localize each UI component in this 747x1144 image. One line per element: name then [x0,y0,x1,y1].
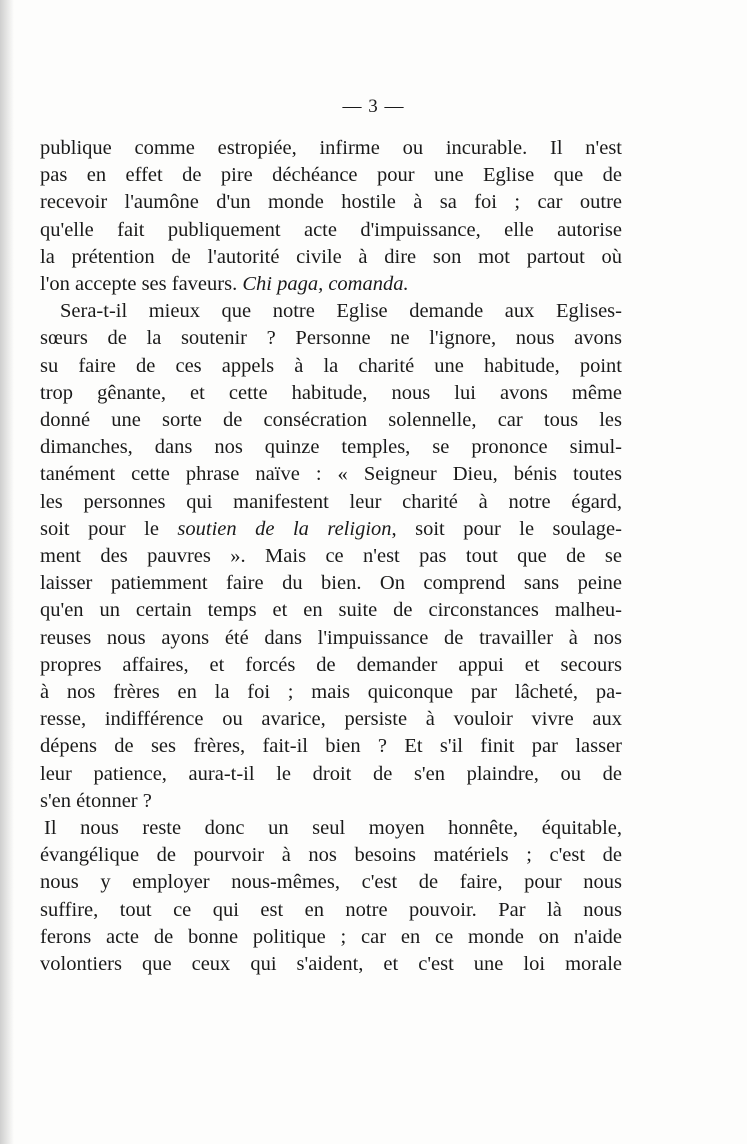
text-segment: resse, indifférence ou avarice, persiste à vouloir vivre aux [40,708,622,731]
text-line [40,135,622,162]
italic-text: soutien de la religion [177,517,392,540]
text-line [40,244,622,271]
text-segment: pas en effet de pire déchéance pour une Eglise que de [40,164,622,187]
text-segment: la prétention de l'autorité civile à dire son mot partout où [40,245,622,268]
text-line [40,815,622,842]
text-segment: trop gênante, et cette habitude, nous lui avons même [40,381,622,404]
text-segment: su faire de ces appels à la charité une habitude, point [40,354,622,377]
text-segment: publique comme estropiée, infirme ou incurable. Il n'est [40,137,622,159]
text-line [40,706,622,733]
text-line [40,597,622,624]
text-line [40,924,622,951]
text-line [40,434,622,461]
text-segment: tanément cette phrase naïve : « Seigneur Dieu, bénis toutes [40,463,622,486]
text-segment: leur patience, aura-t-il le droit de s'en plaindre, ou de [40,762,622,785]
text-segment: recevoir l'aumône d'un monde hostile à sa foi ; car outre [40,191,622,214]
text-line [40,897,622,924]
text-line [40,516,622,543]
text-line [40,570,622,597]
text-line [40,761,622,788]
text-line [40,543,622,570]
text-segment: sœurs de la soutenir ? Personne ne l'ignore, nous avons [40,327,622,350]
text-segment: reuses nous ayons été dans l'impuissance de travailler à nos [40,626,622,649]
text-segment: dépens de ses frères, fait-il bien ? Et s'il finit par lasser [40,735,622,758]
text-line [40,652,622,679]
text-line [40,869,622,896]
text-segment: donné une sorte de consécration solennelle, car tous les [40,409,622,432]
text-segment: propres affaires, et forcés de demander appui et secours [40,653,622,676]
text-segment: les personnes qui manifestent leur charité à notre égard, [40,490,622,513]
text-line [40,353,622,380]
text-line [40,625,622,652]
text-segment: nous y employer nous-mêmes, c'est de faire, pour nous [40,871,622,894]
text-line [40,842,622,869]
text-line [40,407,622,434]
text-line [40,162,622,189]
text-segment: suffire, tout ce qui est en notre pouvoir. Par là nous [40,898,622,921]
text-line [40,298,622,325]
text-line [40,489,622,516]
text-segment: ment des pauvres ». Mais ce n'est pas tout que de se [40,545,622,568]
text-line [40,951,622,978]
italic-text: Chi paga, comanda. [242,273,409,296]
text-line [40,189,622,216]
text-segment: qu'en un certain temps et en suite de circonstances malheu- [40,599,622,622]
text-segment: l'on accepte ses faveurs. [40,273,243,296]
text-segment: laisser patiemment faire du bien. On comprend sans peine [40,572,622,595]
text-line [40,788,622,815]
scan-edge-shadow [0,0,14,1144]
text-segment: dimanches, dans nos quinze temples, se prononce simul- [40,436,622,459]
text-segment: Sera-t-il mieux que notre Eglise demande aux Eglises- [60,300,622,323]
body-text [40,135,622,978]
text-segment: Il nous reste donc un seul moyen honnête, équitable, [44,817,622,840]
text-segment: , soit pour le soulage- [391,517,622,540]
text-segment: soit pour le [40,517,178,540]
text-line [40,380,622,407]
text-segment: à nos frères en la foi ; mais quiconque par lâcheté, pa- [40,681,622,704]
text-segment: s'en étonner ? [40,789,152,812]
text-segment: qu'elle fait publiquement acte d'impuissance, elle autorise [40,218,622,241]
page-number: — 3 — [342,96,405,117]
text-line [40,271,622,298]
text-line [40,679,622,706]
text-line [40,217,622,244]
text-line [40,325,622,352]
text-segment: volontiers que ceux qui s'aident, et c'est une loi morale [40,953,622,976]
text-segment: évangélique de pourvoir à nos besoins matériels ; c'est de [40,844,622,867]
text-line [40,733,622,760]
text-line [40,461,622,488]
text-segment: ferons acte de bonne politique ; car en ce monde on n'aide [40,925,622,948]
